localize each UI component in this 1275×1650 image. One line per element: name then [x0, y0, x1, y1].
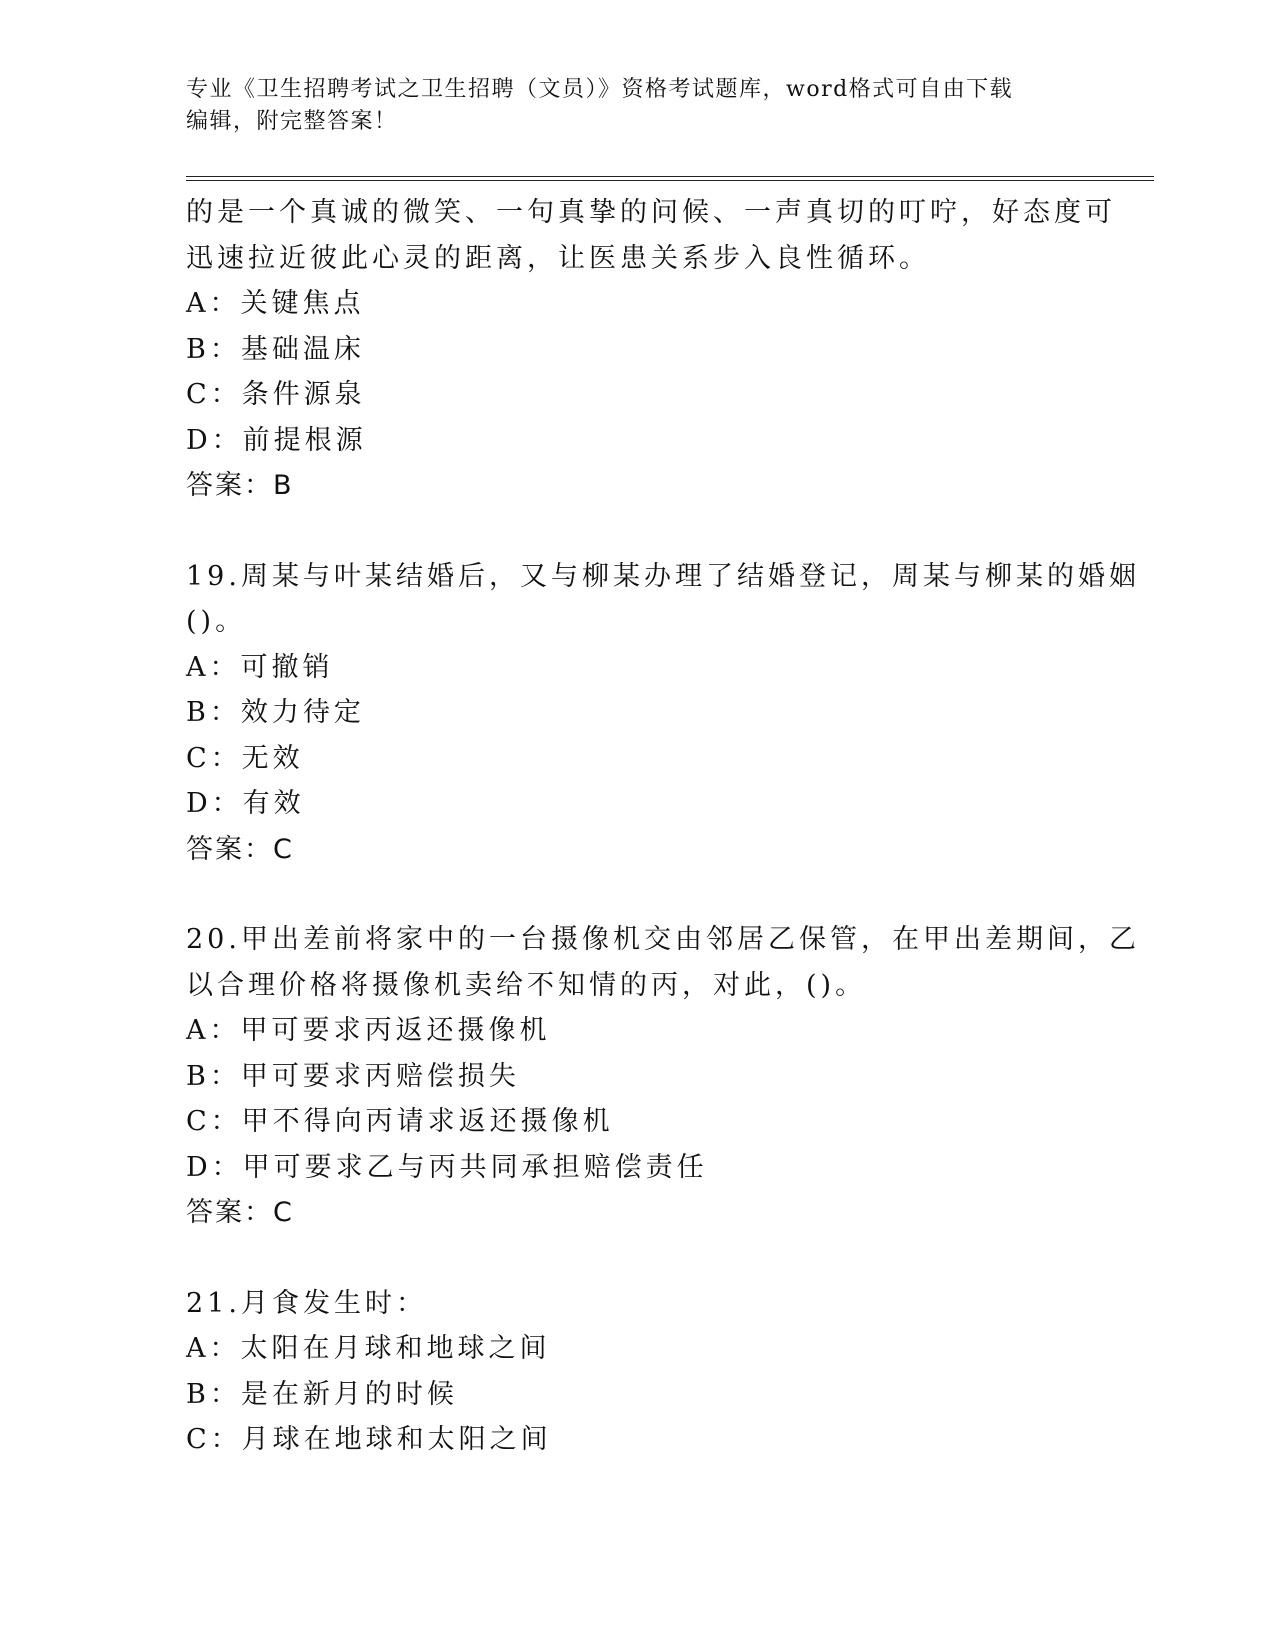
answer-line: 答案：B: [186, 470, 294, 501]
option-c: C：无效: [186, 742, 304, 774]
header-line-2: 编辑，附完整答案！: [186, 109, 398, 134]
question-text-line: 21.月食发生时：: [186, 1287, 427, 1319]
question-text-line: 以合理价格将摄像机卖给不知情的丙，对此，()。: [186, 969, 867, 1001]
option-d: D：甲可要求乙与丙共同承担赔偿责任: [186, 1151, 708, 1183]
option-b: B：是在新月的时候: [186, 1378, 458, 1410]
option-c: C：月球在地球和太阳之间: [186, 1424, 552, 1455]
spacer: [186, 1236, 1086, 1281]
option-b: B：效力待定: [186, 697, 365, 728]
option-b: B：甲可要求丙赔偿损失: [186, 1060, 520, 1092]
option-c: C：甲不得向丙请求返还摄像机: [186, 1106, 614, 1137]
header-divider: [186, 176, 1154, 181]
question-text-line: 迅速拉近彼此心灵的距离，让医患关系步入良性循环。: [186, 242, 930, 274]
answer-line: 答案：C: [186, 833, 294, 865]
page-header: [186, 74, 1066, 138]
option-c: C：条件源泉: [186, 379, 366, 410]
question-block-18: [186, 190, 1116, 509]
question-block-20: [186, 917, 1140, 1236]
option-a: A：甲可要求丙返还摄像机: [186, 1015, 551, 1046]
option-d: D：有效: [186, 788, 305, 819]
option-a: A：太阳在月球和地球之间: [186, 1333, 551, 1364]
option-a: A：可撤销: [186, 651, 334, 683]
question-text-line: 的是一个真诚的微笑、一句真挚的问候、一声真切的叮咛，好态度可: [186, 197, 1116, 228]
question-text-line: 19.周某与叶某结婚后，又与柳某办理了结婚登记，周某与柳某的婚姻: [186, 560, 1140, 592]
question-block-19: [186, 554, 1140, 873]
spacer: [186, 872, 1086, 917]
answer-line: 答案：C: [186, 1197, 294, 1228]
option-a: A：关键焦点: [186, 288, 365, 319]
option-b: B：基础温床: [186, 333, 365, 365]
header-line-1: 专业《卫生招聘考试之卫生招聘（文员）》资格考试题库，word格式可自由下载: [186, 77, 1014, 102]
option-d: D：前提根源: [186, 424, 367, 456]
spacer: [186, 509, 1086, 554]
question-text-line: 20.甲出差前将家中的一台摄像机交由邻居乙保管，在甲出差期间，乙: [186, 924, 1140, 955]
question-text-line: ()。: [186, 606, 247, 637]
question-list: [186, 190, 1140, 1463]
question-block-21: [186, 1281, 1086, 1463]
